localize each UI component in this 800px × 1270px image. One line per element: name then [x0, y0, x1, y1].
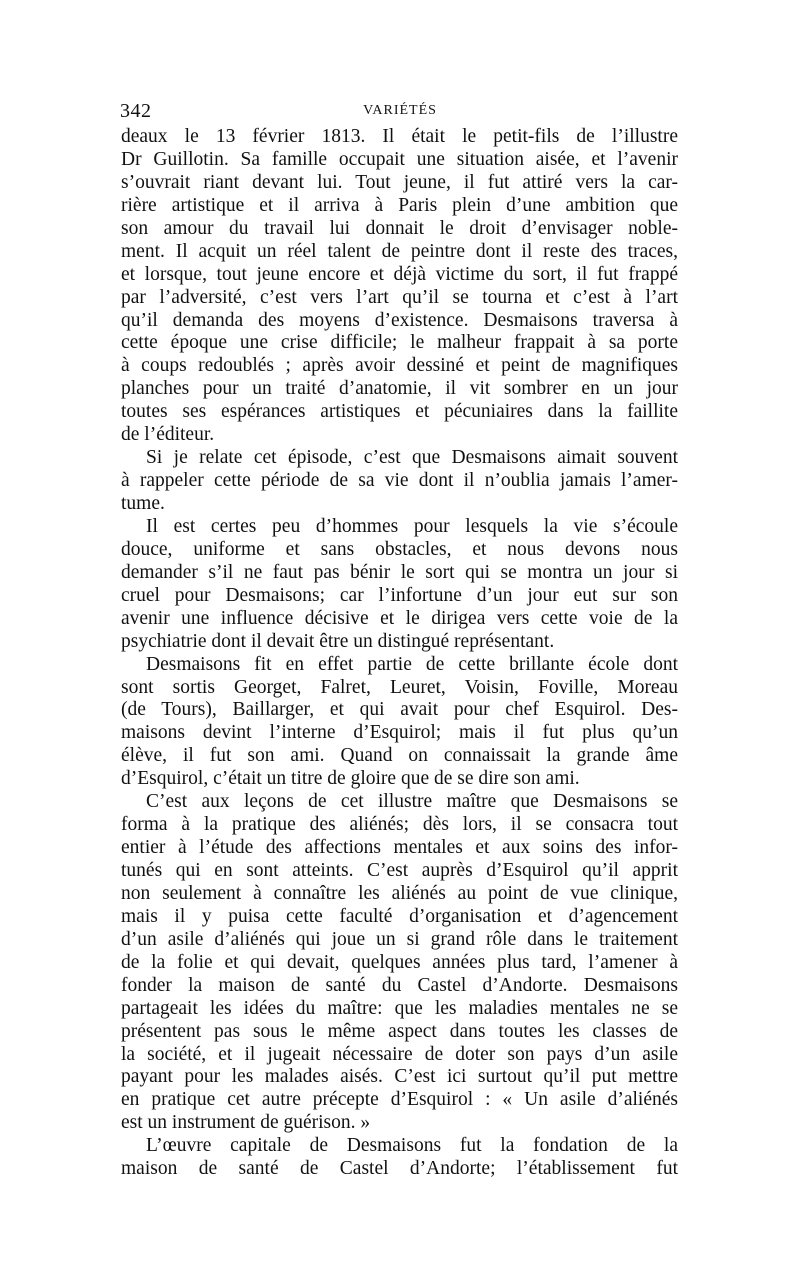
text-line: Dr Guillotin. Sa famille occupait une situation aisée, et l’avenir [121, 148, 678, 170]
text-line: toutes ses espérances artistiques et pécuniaires dans la faillite [121, 401, 678, 423]
text-line: en pratique cet autre précepte d’Esquirol : « Un asile d’aliénés [121, 1089, 678, 1111]
text-line: forma à la pratique des aliénés; dès lors, il se consacra tout [121, 814, 678, 836]
text-line: ment. Il acquit un réel talent de peintre dont il reste des traces, [121, 240, 678, 262]
text-line: s’ouvrait riant devant lui. Tout jeune, il fut attiré vers la car- [121, 171, 678, 193]
text-line: C’est aux leçons de cet illustre maître que Desmaisons se [146, 791, 678, 813]
text-line: cette époque une crise difficile; le malheur frappait à sa porte [121, 332, 678, 354]
text-line: fonder la maison de santé du Castel d’Andorte. Desmaisons [121, 974, 678, 996]
text-line: cruel pour Desmaisons; car l’infortune d’un jour eut sur son [121, 584, 678, 606]
text-line: entier à l’étude des affections mentales et aux soins des infor- [121, 837, 678, 859]
text-line: élève, il fut son ami. Quand on connaissait la grande âme [121, 745, 678, 767]
text-line: par l’adversité, c’est vers l’art qu’il se tourna et c’est à l’art [121, 286, 678, 308]
text-line: demander s’il ne faut pas bénir le sort qui se montra un jour si [121, 561, 678, 583]
text-line: de l’éditeur. [121, 424, 215, 446]
text-line: tume. [121, 493, 165, 514]
text-line: deaux le 13 février 1813. Il était le petit-fils de l’illustre [121, 126, 678, 147]
text-line: est un instrument de guérison. » [121, 1112, 371, 1134]
text-line: qu’il demanda des moyens d’existence. Desmaisons traversa à [121, 309, 678, 331]
running-head [120, 100, 680, 124]
body-text [121, 126, 678, 1181]
text-line: douce, uniforme et sans obstacles, et nous devons nous [121, 538, 678, 560]
text-line: à rappeler cette période de sa vie dont il n’oublia jamais l’amer- [121, 470, 678, 492]
text-line: Si je relate cet épisode, c’est que Desmaisons aimait souvent [146, 447, 678, 469]
text-line: avenir une influence décisive et le dirigea vers cette voie de la [121, 607, 678, 629]
text-line: présentent pas sous le même aspect dans toutes les classes de [121, 1020, 678, 1042]
text-line: non seulement à connaître les aliénés au point de vue clinique, [121, 882, 678, 904]
page-number: 342 [120, 100, 152, 122]
running-title: VARIÉTÉS [363, 103, 437, 118]
text-line: mais il y puisa cette faculté d’organisation et d’agencement [121, 905, 678, 927]
text-line: et lorsque, tout jeune encore et déjà victime du sort, il fut frappé [121, 263, 678, 285]
text-line: maison de santé de Castel d’Andorte; l’établissement fut [121, 1158, 678, 1180]
text-line: la société, et il jugeait nécessaire de doter son pays d’un asile [121, 1043, 678, 1065]
text-line: psychiatrie dont il devait être un distingué représentant. [121, 630, 555, 652]
text-line: tunés qui en sont atteints. C’est auprès d’Esquirol qu’il apprit [121, 860, 678, 881]
text-line: son amour du travail lui donnait le droit d’envisager noble- [121, 217, 678, 239]
text-line: Il est certes peu d’hommes pour lesquels la vie s’écoule [146, 515, 678, 537]
text-line: L’œuvre capitale de Desmaisons fut la fondation de la [146, 1135, 678, 1157]
text-line: sont sortis Georget, Falret, Leuret, Voisin, Foville, Moreau [121, 676, 678, 698]
text-line: d’Esquirol, c’était un titre de gloire que de se dire son ami. [121, 768, 580, 790]
text-line: d’un asile d’aliénés qui joue un si grand rôle dans le traitement [121, 928, 678, 950]
text-line: rière artistique et il arriva à Paris plein d’une ambition que [121, 194, 678, 216]
text-line: (de Tours), Baillarger, et qui avait pour chef Esquirol. Des- [121, 699, 678, 721]
text-line: à coups redoublés ; après avoir dessiné et peint de magnifiques [121, 355, 678, 377]
text-line: partageait les idées du maître: que les maladies mentales ne se [121, 997, 678, 1019]
text-line: payant pour les malades aisés. C’est ici surtout qu’il put mettre [121, 1066, 678, 1088]
text-line: maisons devint l’interne d’Esquirol; mais il fut plus qu’un [121, 722, 678, 744]
text-line: de la folie et qui devait, quelques années plus tard, l’amener à [121, 951, 678, 973]
text-line: planches pour un traité d’anatomie, il vit sombrer en un jour [121, 378, 678, 400]
text-line: Desmaisons fit en effet partie de cette brillante école dont [146, 653, 678, 675]
